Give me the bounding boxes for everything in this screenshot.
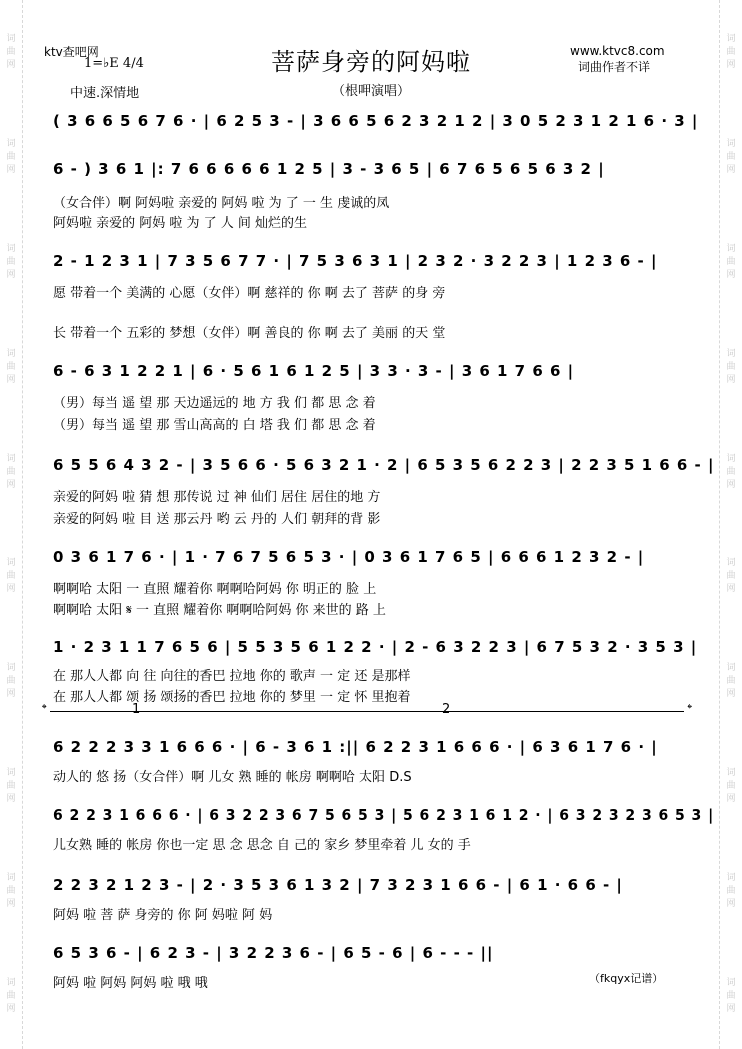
first-ending-number: 1 xyxy=(132,702,141,717)
watermark-text: 词 曲 网 xyxy=(726,243,736,280)
watermark-text: 词 曲 网 xyxy=(726,558,736,595)
watermark-text: 词 曲 网 xyxy=(6,873,16,910)
coda-sign-right: 𝄌 xyxy=(687,702,692,717)
left-watermark-strip xyxy=(0,0,23,1049)
lyric-line: 儿女熟 睡的 帐房 你也一定 思 念 思念 自 己的 家乡 梦里牵着 儿 女的 手 xyxy=(53,838,471,853)
watermark-text: 词 曲 网 xyxy=(726,453,736,490)
score-line: 0 3 6 1 7 6 · | 1 · 7 6 7 5 6 5 3 · | 0 3 6 1 7 6 5 | 6 6 6 1 2 3 2 - | xyxy=(53,548,645,566)
watermark-text: 词 曲 网 xyxy=(6,558,16,595)
tempo-marking: 中速.深情地 xyxy=(70,86,140,101)
lyric-line: （女合伴）啊 阿妈啦 亲爱的 阿妈 啦 为 了 一 生 虔诚的凤 xyxy=(53,196,390,211)
lyric-line: 在 那人人都 颂 扬 颂扬的香巴 拉地 你的 梦里 一 定 怀 里抱着 xyxy=(53,690,411,705)
score-line: 2 - 1 2 3 1 | 7 3 5 6 7 7 · | 7 5 3 6 3 1 | 2 3 2 · 3 2 2 3 | 1 2 3 6 - | xyxy=(53,252,658,270)
lyric-line: 愿 带着一个 美满的 心愿（女伴）啊 慈祥的 你 啊 去了 菩萨 的身 旁 xyxy=(53,286,446,301)
lyric-line: 动人的 悠 扬（女合伴）啊 儿女 熟 睡的 帐房 啊啊哈 太阳 D.S xyxy=(53,770,412,785)
score-line: 2 2 3 2 1 2 3 - | 2 · 3 5 3 6 1 3 2 | 7 3 2 3 1 6 6 - | 6 1 · 6 6 - | xyxy=(53,876,623,894)
watermark-text: 词 曲 网 xyxy=(726,873,736,910)
watermark-text: 词 曲 网 xyxy=(726,663,736,700)
coda-sign-left: 𝄌 xyxy=(42,702,47,717)
song-title: 菩萨身旁的阿妈啦 xyxy=(271,48,471,76)
lyric-line: （男）每当 遥 望 那 天边遥远的 地 方 我 们 都 思 念 着 xyxy=(53,396,376,411)
lyric-line: 阿妈 啦 阿妈 阿妈 啦 哦 哦 xyxy=(53,976,208,991)
site-url: www.ktvc8.com xyxy=(570,44,665,58)
watermark-text: 词 曲 网 xyxy=(6,977,16,1014)
score-line: 6 2 2 2 3 3 1 6 6 6 · | 6 - 3 6 1 :|| 6 2 2 3 1 6 6 6 · | 6 3 6 1 7 6 · | xyxy=(53,738,658,756)
key-signature: 1=♭E 4/4 xyxy=(84,56,144,71)
lyric-line: 阿妈啦 亲爱的 阿妈 啦 为 了 人 间 灿烂的生 xyxy=(53,216,308,231)
watermark-text: 词 曲 网 xyxy=(6,348,16,385)
watermark-text: 词 曲 网 xyxy=(726,977,736,1014)
author-credit: 词曲作者不详 xyxy=(578,60,651,74)
score-line: 6 5 5 6 4 3 2 - | 3 5 6 6 · 5 6 3 2 1 · 2 | 6 5 3 5 6 2 2 3 | 2 2 3 5 1 6 6 - | xyxy=(53,456,715,474)
lyric-line: 在 那人人都 向 往 向往的香巴 拉地 你的 歌声 一 定 还 是那样 xyxy=(53,669,411,684)
transcriber-credit: （fkqyx记谱） xyxy=(589,972,664,985)
score-line: ( 3 6 6 5 6 7 6 · | 6 2 5 3 - | 3 6 6 5 6 2 3 2 1 2 | 3 0 5 2 3 1 2 1 6 · 3 | xyxy=(53,112,699,130)
lyric-line: （男）每当 遥 望 那 雪山高高的 白 塔 我 们 都 思 念 着 xyxy=(53,418,376,433)
watermark-text: 词 曲 网 xyxy=(6,138,16,175)
performer: （根呷演唱） xyxy=(331,84,410,99)
volta-bracket xyxy=(42,702,692,716)
watermark-text: 词 曲 网 xyxy=(726,33,736,70)
watermark-text: 词 曲 网 xyxy=(6,663,16,700)
lyric-line: 亲爱的阿妈 啦 猜 想 那传说 过 神 仙们 居住 居住的地 方 xyxy=(53,490,381,505)
watermark-text: 词 曲 网 xyxy=(6,33,16,70)
score-line: 6 2 2 3 1 6 6 6 · | 6 3 2 2 3 6 7 5 6 5 3 | 5 6 2 3 1 6 1 2 · | 6 3 2 3 2 3 6 5 3 | xyxy=(53,806,715,824)
site-name-left: ktv查吧网 xyxy=(44,45,99,59)
lyric-line: 长 带着一个 五彩的 梦想（女伴）啊 善良的 你 啊 去了 美丽 的天 堂 xyxy=(53,326,446,341)
lyric-line: 亲爱的阿妈 啦 目 送 那云丹 哟 云 丹的 人们 朝拜的背 影 xyxy=(53,512,381,527)
score-line: 1 · 2 3 1 1 7 6 5 6 | 5 5 3 5 6 1 2 2 · | 2 - 6 3 2 2 3 | 6 7 5 3 2 · 3 5 3 | xyxy=(53,638,698,656)
score-line: 6 5 3 6 - | 6 2 3 - | 3 2 2 3 6 - | 6 5 - 6 | 6 - - - || xyxy=(53,944,494,962)
volta-line xyxy=(50,711,684,712)
watermark-text: 词 曲 网 xyxy=(6,768,16,805)
right-watermark-strip xyxy=(719,0,742,1049)
lyric-line: 阿妈 啦 菩 萨 身旁的 你 阿 妈啦 阿 妈 xyxy=(53,908,273,923)
watermark-text: 词 曲 网 xyxy=(6,453,16,490)
lyric-line: 啊啊哈 太阳 一 直照 耀着你 啊啊哈阿妈 你 明正的 脸 上 xyxy=(53,582,377,597)
score-line: 6 - ) 3 6 1 |: 7 6 6 6 6 6 1 2 5 | 3 - 3 6 5 | 6 7 6 5 6 5 6 3 2 | xyxy=(53,160,605,178)
second-ending-number: 2 xyxy=(442,702,451,717)
watermark-text: 词 曲 网 xyxy=(6,243,16,280)
watermark-text: 词 曲 网 xyxy=(726,348,736,385)
lyric-line: 啊啊哈 太阳 𝄋 一 直照 耀着你 啊啊哈阿妈 你 来世的 路 上 xyxy=(53,603,386,618)
watermark-text: 词 曲 网 xyxy=(726,138,736,175)
watermark-text: 词 曲 网 xyxy=(726,768,736,805)
score-line: 6 - 6 3 1 2 2 1 | 6 · 5 6 1 6 1 2 5 | 3 3 · 3 - | 3 6 1 7 6 6 | xyxy=(53,362,575,380)
